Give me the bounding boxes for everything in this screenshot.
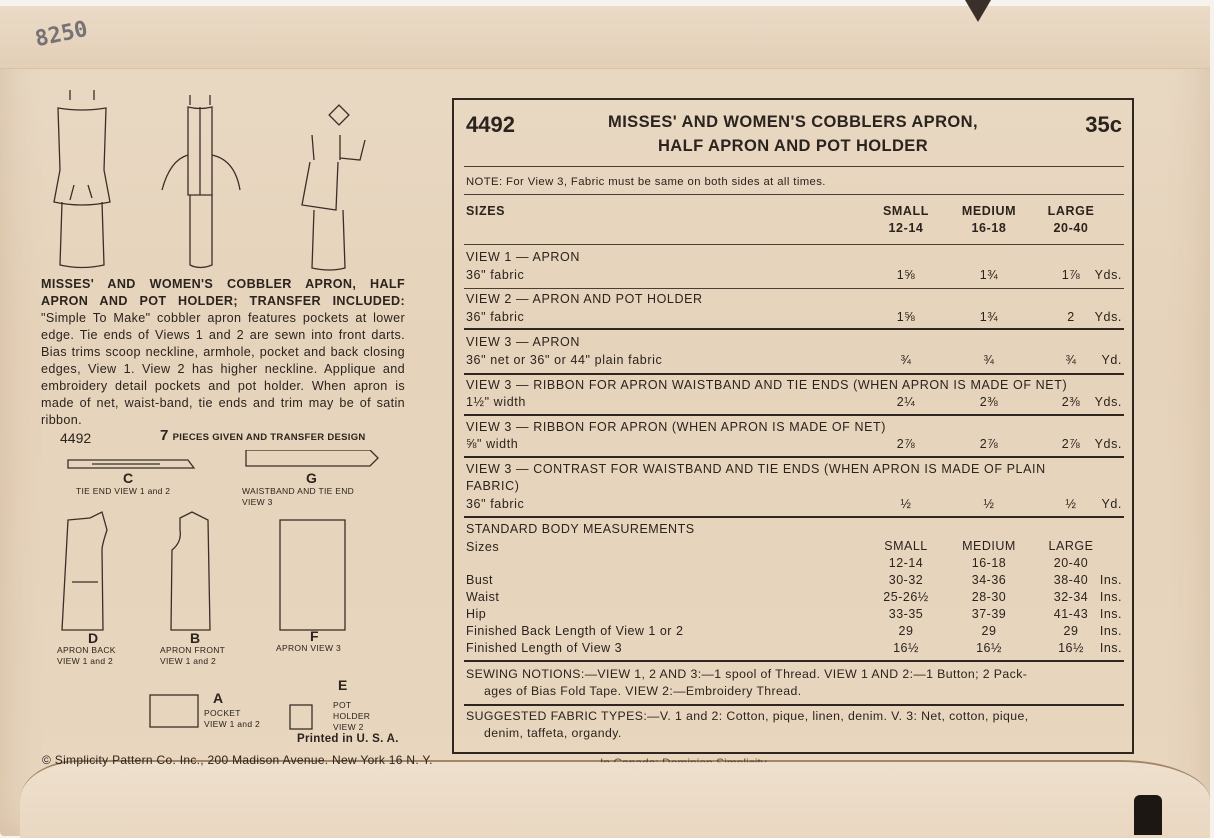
view2-illustration-icon — [162, 95, 240, 268]
divider — [464, 194, 1124, 195]
copyright-line: © Simplicity Pattern Co. Inc., 200 Madison Avenue. New York 16 N. Y. — [42, 753, 433, 767]
yardage-medium: ¾ — [983, 353, 995, 367]
measure-small: 25-26½ — [883, 590, 929, 604]
body-size-small: SMALL — [884, 539, 928, 553]
pieces-title: PIECES GIVEN AND TRANSFER DESIGN — [172, 432, 366, 443]
size-medium: MEDIUM — [961, 204, 1017, 218]
yardage-unit: Yd. — [1101, 353, 1122, 367]
measure-large: 41-43 — [1053, 607, 1089, 621]
piece-label-f: APRON VIEW 3 — [276, 643, 342, 653]
description-lead: MISSES' AND WOMEN'S COBBLER APRON, HALF APRON AND POT HOLDER; TRANSFER INCLUDED: — [41, 277, 405, 308]
piece-label-e-text: POT — [333, 700, 352, 710]
measure-label: Waist — [466, 590, 500, 604]
piece-label-g-text: WAISTBAND AND TIE END — [242, 486, 355, 496]
yardage-small: 2¼ — [896, 395, 916, 409]
envelope-top-fold — [0, 6, 1210, 69]
yardage-unit: Yds. — [1094, 395, 1122, 409]
size-large-range: 20-40 — [1053, 221, 1089, 235]
divider — [464, 373, 1124, 375]
piece-letter-g: G — [306, 470, 317, 486]
yardage-medium: 2⅞ — [979, 437, 999, 451]
yardage-title: VIEW 3 — RIBBON FOR APRON WAISTBAND AND TIE ENDS (WHEN APRON IS MADE OF NET) — [466, 378, 1068, 392]
view1-illustration-icon — [54, 90, 110, 268]
yardage-unit: Yds. — [1094, 268, 1122, 282]
size-small: SMALL — [882, 204, 930, 218]
measure-medium: 34-36 — [971, 573, 1007, 587]
envelope-notch — [965, 0, 991, 22]
body-size-small-range: 12-14 — [888, 556, 924, 570]
piece-letter-e: E — [338, 677, 348, 693]
measure-small: 33-35 — [888, 607, 924, 621]
sewing-notions-line1: SEWING NOTIONS:—VIEW 1, 2 AND 3:—1 spool of Thread. VIEW 1 AND 2:—1 Button; 2 Pack- — [466, 667, 1028, 681]
pattern-description — [41, 276, 405, 429]
pattern-title — [454, 110, 1132, 158]
piece-label-e-sub: HOLDER — [333, 711, 371, 721]
size-large: LARGE — [1047, 204, 1095, 218]
yardage-unit: Yd. — [1101, 497, 1122, 511]
yardage-unit: Yds. — [1094, 310, 1122, 324]
envelope-tab-mark — [1134, 795, 1162, 835]
measure-unit: Ins. — [1099, 624, 1122, 638]
measure-label: Hip — [466, 607, 487, 621]
piece-d-apron-back-icon — [62, 512, 107, 630]
piece-label-d — [57, 645, 116, 667]
description-body: "Simple To Make" cobbler apron features pockets at lower edge. Tie ends of Views 1 and 2 are sewn into front darts. Bias trims scoop neckline, armhole, pocket and back closing edges, View 1. View 2 has higher neckline. Applique and embroidery detail pockets and pot holder. When apron is made of net, waist-band, tie ends and trim may be of satin ribbon. — [41, 311, 405, 427]
sizes-header-row — [466, 204, 1122, 240]
pattern-title-line1: MISSES' AND WOMEN'S COBBLERS APRON, — [608, 113, 978, 131]
yardage-sub: 36" fabric — [466, 497, 525, 511]
piece-letter-f: F — [310, 628, 319, 644]
pieces-heading — [160, 427, 366, 444]
yardage-sub: 1½" width — [466, 395, 526, 409]
divider — [464, 166, 1124, 167]
piece-label-a-sub: VIEW 1 and 2 — [204, 719, 261, 729]
printed-in: Printed in U. S. A. — [297, 733, 399, 745]
yardage-small: ¾ — [900, 353, 912, 367]
pattern-number: 4492 — [466, 112, 515, 137]
yardage-sub: 36" net or 36" or 44" plain fabric — [466, 353, 663, 367]
yardage-medium: ½ — [983, 497, 995, 511]
sizes-label: SIZES — [466, 204, 506, 218]
body-size-large-range: 20-40 — [1053, 556, 1089, 570]
piece-label-b — [160, 645, 225, 667]
yardage-large: ¾ — [1065, 353, 1077, 367]
body-measurements-title: STANDARD BODY MEASUREMENTS — [466, 522, 695, 536]
yardage-title: VIEW 1 — APRON — [466, 250, 580, 264]
body-size-large: LARGE — [1048, 539, 1094, 553]
divider — [464, 456, 1124, 458]
fabric-note: NOTE: For View 3, Fabric must be same on both sides at all times. — [466, 176, 826, 188]
yardage-row — [466, 292, 1122, 328]
measure-label: Finished Back Length of View 1 or 2 — [466, 624, 684, 638]
measure-large: 16½ — [1058, 641, 1084, 655]
size-small-range: 12-14 — [888, 221, 924, 235]
measure-medium: 28-30 — [971, 590, 1007, 604]
body-sizes-label: Sizes — [466, 540, 500, 554]
divider — [464, 516, 1124, 518]
measure-unit: Ins. — [1099, 573, 1122, 587]
yardage-row — [466, 335, 1122, 371]
piece-label-g-sub: VIEW 3 — [242, 497, 273, 507]
piece-label-b-text: APRON FRONT — [160, 645, 226, 655]
piece-label-a-text: POCKET — [204, 708, 241, 718]
apron-illustrations — [40, 90, 410, 275]
yardage-small: 2⅞ — [896, 437, 916, 451]
piece-b-apron-front-icon — [171, 512, 210, 630]
yardage-medium: 1¾ — [979, 310, 999, 324]
yardage-row — [466, 462, 1122, 516]
divider — [464, 288, 1124, 289]
divider — [464, 244, 1124, 245]
piece-letter-a: A — [213, 690, 224, 706]
sewing-notions-line2: ages of Bias Fold Tape. VIEW 2:—Embroidery Thread. — [484, 684, 802, 698]
yardage-row — [466, 420, 1122, 456]
divider — [464, 328, 1124, 330]
measure-small: 29 — [898, 624, 914, 638]
piece-label-a — [204, 708, 260, 730]
yardage-sub: 36" fabric — [466, 268, 525, 282]
piece-label-d-sub: VIEW 1 and 2 — [57, 656, 114, 666]
yardage-title: VIEW 3 — APRON — [466, 335, 580, 349]
pattern-number-left: 4492 — [60, 430, 92, 446]
yardage-title-cont: FABRIC) — [466, 479, 520, 493]
measure-medium: 29 — [981, 624, 997, 638]
piece-letter-c: C — [123, 470, 134, 486]
yardage-unit: Yds. — [1094, 437, 1122, 451]
piece-label-e-sub2: VIEW 2 — [333, 722, 364, 732]
yardage-sub: ⅝" width — [466, 437, 519, 451]
sewing-notions — [466, 666, 1122, 700]
piece-g-waistband-icon — [246, 450, 378, 466]
yardage-medium: 2⅜ — [979, 395, 999, 409]
piece-label-g — [242, 486, 354, 508]
yardage-sub: 36" fabric — [466, 310, 525, 324]
piece-letter-b: B — [190, 630, 201, 646]
measure-small: 30-32 — [888, 573, 924, 587]
piece-label-d-text: APRON BACK — [57, 645, 116, 655]
divider — [464, 704, 1124, 706]
yardage-medium: 1¾ — [979, 268, 999, 282]
measure-label: Finished Length of View 3 — [466, 641, 623, 655]
envelope-bottom-flap — [20, 760, 1210, 838]
body-size-medium-range: 16-18 — [971, 556, 1007, 570]
piece-e-pot-holder-icon — [290, 705, 312, 729]
measure-large: 38-40 — [1053, 573, 1089, 587]
yardage-large: ½ — [1065, 497, 1077, 511]
yardage-small: ½ — [900, 497, 912, 511]
piece-label-c: TIE END VIEW 1 and 2 — [76, 486, 171, 496]
divider — [464, 660, 1124, 662]
measure-small: 16½ — [893, 641, 919, 655]
measure-medium: 37-39 — [971, 607, 1007, 621]
yardage-chart — [452, 98, 1134, 754]
piece-label-e — [333, 700, 370, 733]
measure-medium: 16½ — [976, 641, 1002, 655]
size-medium-range: 16-18 — [971, 221, 1007, 235]
yardage-row — [466, 250, 1122, 286]
pattern-price: 35c — [1085, 112, 1122, 137]
yardage-large: 1⅞ — [1061, 268, 1081, 282]
measure-unit: Ins. — [1099, 607, 1122, 621]
yardage-row — [466, 378, 1122, 414]
yardage-large: 2⅜ — [1061, 395, 1081, 409]
suggested-fabrics-line1: SUGGESTED FABRIC TYPES:—V. 1 and 2: Cotton, pique, linen, denim. V. 3: Net, cotton, pique, — [466, 709, 1029, 723]
pieces-count: 7 — [160, 427, 169, 444]
body-measurements — [466, 522, 1122, 655]
suggested-fabrics — [466, 708, 1122, 742]
yardage-large: 2 — [1067, 310, 1075, 324]
yardage-small: 1⅝ — [896, 310, 916, 324]
measure-unit: Ins. — [1099, 641, 1122, 655]
divider — [464, 414, 1124, 416]
piece-label-b-sub: VIEW 1 and 2 — [160, 656, 217, 666]
measure-label: Bust — [466, 573, 494, 587]
yardage-title: VIEW 3 — CONTRAST FOR WAISTBAND AND TIE ENDS (WHEN APRON IS MADE OF PLAIN — [466, 462, 1046, 476]
measure-large: 32-34 — [1053, 590, 1089, 604]
piece-c-tie-end-icon — [68, 460, 194, 468]
yardage-large: 2⅞ — [1061, 437, 1081, 451]
piece-a-pocket-icon — [150, 695, 198, 727]
yardage-title: VIEW 2 — APRON AND POT HOLDER — [466, 292, 703, 306]
inventory-stamp: 8250 — [32, 16, 91, 53]
pattern-title-line2: HALF APRON AND POT HOLDER — [657, 137, 929, 155]
view3-illustration-icon — [302, 105, 365, 270]
yardage-title: VIEW 3 — RIBBON FOR APRON (WHEN APRON IS MADE OF NET) — [466, 420, 887, 434]
yardage-small: 1⅝ — [896, 268, 916, 282]
body-size-medium: MEDIUM — [962, 539, 1016, 553]
piece-letter-d: D — [88, 630, 99, 646]
piece-f-apron-view3-icon — [280, 520, 345, 630]
measure-unit: Ins. — [1099, 590, 1122, 604]
measure-large: 29 — [1063, 624, 1079, 638]
suggested-fabrics-line2: denim, taffeta, organdy. — [484, 726, 622, 740]
